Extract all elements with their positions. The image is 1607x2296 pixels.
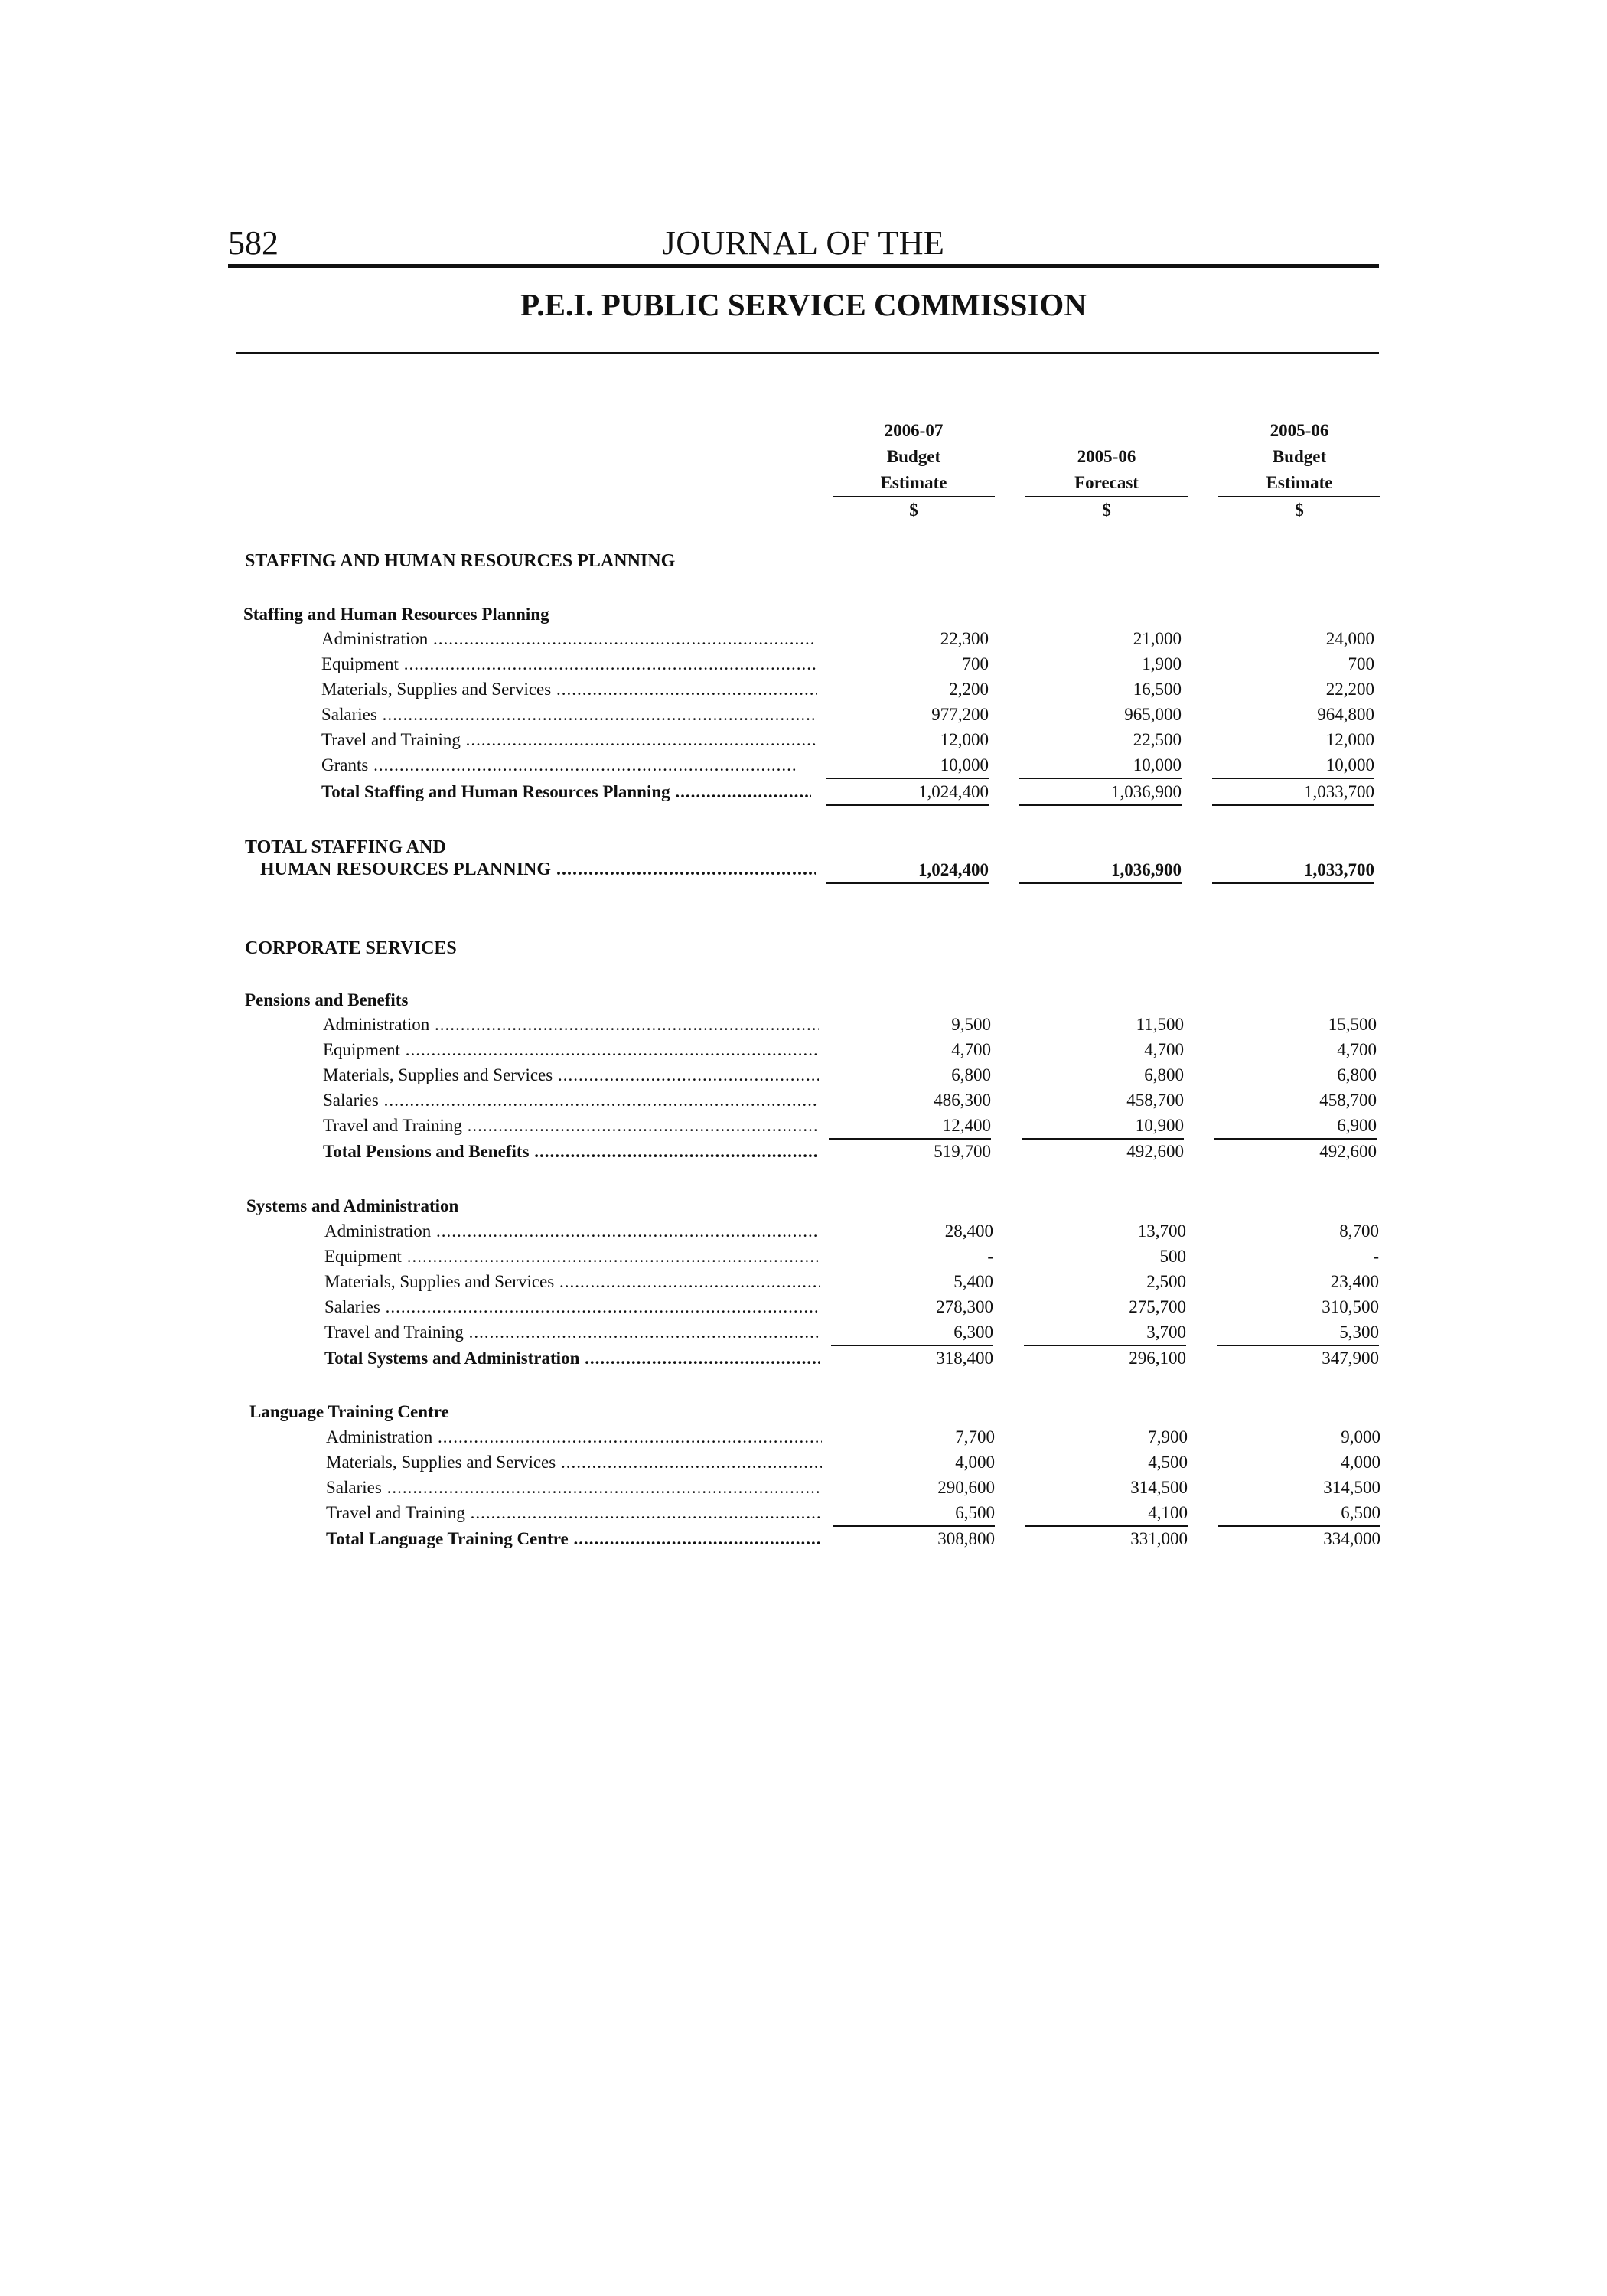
row-value-2005-06-estimate: 24,000 [1325,629,1374,648]
table-row [0,1424,1607,1450]
row-value-2005-06-forecast: 500 [1159,1247,1186,1266]
row-value-2006-07: 4,700 [951,1040,991,1059]
row-label: Materials, Supplies and Services ..... [321,677,817,702]
row-value-2005-06-estimate: 6,900 [1214,1113,1377,1140]
row-value-2006-07: 28,400 [944,1221,993,1241]
row-value-2006-07: 10,000 [826,752,989,779]
row-value-2005-06-forecast: 3,700 [1024,1319,1186,1346]
row-value-2005-06-estimate: 5,300 [1217,1319,1379,1346]
table-row [0,626,1607,651]
row-value-2005-06-forecast: 458,700 [1126,1091,1184,1110]
subtotal-value-2005-06-estimate: 334,000 [1323,1529,1380,1548]
row-label: Equipment ..... [323,1037,819,1062]
row-label: Salaries ..... [321,702,817,727]
subtotal-value-2005-06-estimate: 1,033,700 [1212,779,1374,806]
row-value-2005-06-forecast: 4,100 [1025,1500,1188,1527]
grand-total-value-2005-06-estimate: 1,033,700 [1212,857,1374,884]
row-value-2006-07: 290,600 [937,1478,995,1497]
group-title-staffing: Staffing and Human Resources Planning [243,605,549,624]
row-value-2005-06-estimate: 10,000 [1212,752,1374,779]
row-value-2005-06-estimate: 964,800 [1317,705,1374,724]
row-value-2005-06-estimate: 4,000 [1341,1453,1380,1472]
column-head-line1: 2006-07 [884,421,944,440]
row-value-2005-06-forecast: 965,000 [1124,705,1182,724]
row-value-2005-06-forecast: 11,500 [1136,1015,1184,1034]
row-value-2006-07: 278,300 [936,1297,993,1316]
section-title-corporate: CORPORATE SERVICES [245,938,457,958]
column-head-line3: Estimate [833,470,995,497]
row-value-2006-07: 977,200 [931,705,989,724]
column-head-line2: Budget [1272,447,1327,466]
row-value-2005-06-estimate: 6,800 [1337,1065,1377,1084]
row-value-2006-07: 6,800 [951,1065,991,1084]
row-label: Travel and Training ..... [324,1319,820,1345]
row-value-2005-06-estimate: 12,000 [1325,730,1374,749]
row-label: Materials, Supplies and Services ..... [324,1269,820,1294]
row-value-2005-06-forecast: 13,700 [1137,1221,1186,1241]
row-value-2005-06-forecast: 4,700 [1144,1040,1184,1059]
page-number: 582 [228,224,279,262]
subtotal-row [0,1345,1607,1371]
subtotal-label: Total Systems and Administration ..... [324,1345,820,1371]
table-row [0,1244,1607,1269]
column-head-currency: $ [909,501,918,520]
row-value-2006-07: 9,500 [951,1015,991,1034]
row-label: Grants ..... [321,752,796,778]
grand-total-label-line1: TOTAL STAFFING AND [245,837,446,857]
row-value-2005-06-forecast: 1,900 [1142,654,1182,673]
row-value-2005-06-estimate: 4,700 [1337,1040,1377,1059]
table-row [0,1113,1607,1138]
header-rule [228,264,1379,268]
column-head-line2: Budget [886,447,941,466]
column-head-line3: Estimate [1218,470,1380,497]
row-value-2006-07: - [987,1247,993,1266]
subtotal-value-2005-06-forecast: 296,100 [1129,1349,1186,1368]
row-value-2005-06-forecast: 275,700 [1129,1297,1186,1316]
department-title: P.E.I. PUBLIC SERVICE COMMISSION [520,287,1087,322]
table-row [0,1062,1607,1088]
subtotal-value-2005-06-forecast: 492,600 [1126,1142,1184,1161]
row-label: Administration ..... [323,1012,819,1037]
group-title-systems: Systems and Administration [246,1196,459,1215]
row-value-2006-07: 700 [962,654,989,673]
row-value-2005-06-forecast: 21,000 [1133,629,1182,648]
column-head-line1: 2005-06 [1270,421,1329,440]
row-value-2005-06-estimate: 9,000 [1341,1427,1380,1446]
column-head-currency: $ [1102,501,1111,520]
row-label: Equipment ..... [324,1244,820,1269]
row-value-2005-06-estimate: 15,500 [1328,1015,1377,1034]
group-title-language: Language Training Centre [249,1402,449,1421]
table-row [0,1294,1607,1319]
table-row [0,702,1607,727]
row-label: Travel and Training ..... [321,727,817,752]
subtotal-label: Total Staffing and Human Resources Planning ..... [321,779,811,804]
subtotal-value-2005-06-forecast: 331,000 [1130,1529,1188,1548]
row-label: Salaries ..... [323,1088,819,1113]
row-value-2005-06-forecast: 4,500 [1148,1453,1188,1472]
row-value-2005-06-estimate: - [1373,1247,1379,1266]
row-label: Travel and Training ..... [326,1500,822,1525]
row-value-2006-07: 7,700 [955,1427,995,1446]
subtotal-value-2006-07: 308,800 [937,1529,995,1548]
row-value-2005-06-estimate: 310,500 [1322,1297,1379,1316]
journal-title: JOURNAL OF THE [662,224,945,262]
table-row [0,1037,1607,1062]
row-value-2006-07: 22,300 [940,629,989,648]
row-value-2005-06-estimate: 458,700 [1319,1091,1377,1110]
table-row [0,1450,1607,1475]
subtotal-row [0,779,1607,804]
subtotal-value-2006-07: 1,024,400 [826,779,989,806]
subtotal-row [0,1139,1607,1164]
table-row [0,1088,1607,1113]
table-row [0,1218,1607,1244]
row-value-2005-06-estimate: 6,500 [1218,1500,1380,1527]
section-title-staffing: STAFFING AND HUMAN RESOURCES PLANNING [245,551,676,571]
subtotal-value-2005-06-estimate: 347,900 [1322,1349,1379,1368]
subtotal-label: Total Pensions and Benefits ..... [323,1139,819,1164]
row-label: Materials, Supplies and Services ..... [326,1450,822,1475]
subtotal-value-2006-07: 519,700 [934,1142,991,1161]
row-label: Administration ..... [321,626,817,651]
column-head-2005-06-estimate [1218,418,1380,523]
row-value-2005-06-estimate: 700 [1348,654,1374,673]
table-row [0,1269,1607,1294]
row-value-2006-07: 486,300 [934,1091,991,1110]
row-value-2005-06-forecast: 16,500 [1133,680,1182,699]
column-head-2006-07-estimate [833,418,995,523]
title-rule [236,352,1379,354]
column-head-line3: Forecast [1025,470,1188,497]
column-head-currency: $ [1295,501,1304,520]
row-value-2006-07: 5,400 [953,1272,993,1291]
column-head-2005-06-forecast [1025,418,1188,523]
subtotal-row [0,1526,1607,1551]
row-value-2006-07: 6,300 [831,1319,993,1346]
row-label: Equipment ..... [321,651,817,677]
row-label: Administration ..... [324,1218,820,1244]
row-value-2005-06-forecast: 22,500 [1133,730,1182,749]
table-row [0,1500,1607,1525]
subtotal-value-2005-06-estimate: 492,600 [1319,1142,1377,1161]
row-value-2005-06-forecast: 6,800 [1144,1065,1184,1084]
row-value-2005-06-estimate: 23,400 [1330,1272,1379,1291]
table-row [0,651,1607,677]
row-value-2006-07: 12,000 [940,730,989,749]
row-value-2006-07: 12,400 [829,1113,991,1140]
row-label: Salaries ..... [324,1294,820,1319]
grand-total-value-2005-06-forecast: 1,036,900 [1019,857,1182,884]
row-value-2005-06-estimate: 314,500 [1323,1478,1380,1497]
table-row [0,1319,1607,1345]
grand-total-label-line2: HUMAN RESOURCES PLANNING ..... [260,857,816,882]
row-label: Travel and Training ..... [323,1113,819,1138]
row-value-2005-06-forecast: 10,000 [1019,752,1182,779]
row-value-2005-06-estimate: 8,700 [1339,1221,1379,1241]
row-label: Salaries ..... [326,1475,822,1500]
table-row [0,1012,1607,1037]
row-label: Administration ..... [326,1424,822,1450]
subtotal-value-2005-06-forecast: 1,036,900 [1019,779,1182,806]
table-row [0,727,1607,752]
row-value-2005-06-forecast: 7,900 [1148,1427,1188,1446]
column-head-line2: 2005-06 [1077,447,1136,466]
subtotal-value-2006-07: 318,400 [936,1349,993,1368]
row-value-2006-07: 2,200 [949,680,989,699]
row-label: Materials, Supplies and Services ..... [323,1062,819,1088]
row-value-2005-06-forecast: 10,900 [1022,1113,1184,1140]
row-value-2005-06-forecast: 2,500 [1146,1272,1186,1291]
table-row [0,1475,1607,1500]
row-value-2005-06-estimate: 22,200 [1325,680,1374,699]
subtotal-label: Total Language Training Centre ..... [326,1526,822,1551]
row-value-2005-06-forecast: 314,500 [1130,1478,1188,1497]
grand-total-value-2006-07: 1,024,400 [826,857,989,884]
table-row [0,677,1607,702]
row-value-2006-07: 6,500 [833,1500,995,1527]
group-title-pensions: Pensions and Benefits [245,990,409,1009]
grand-total-row [0,857,1607,883]
table-row [0,752,1607,778]
row-value-2006-07: 4,000 [955,1453,995,1472]
